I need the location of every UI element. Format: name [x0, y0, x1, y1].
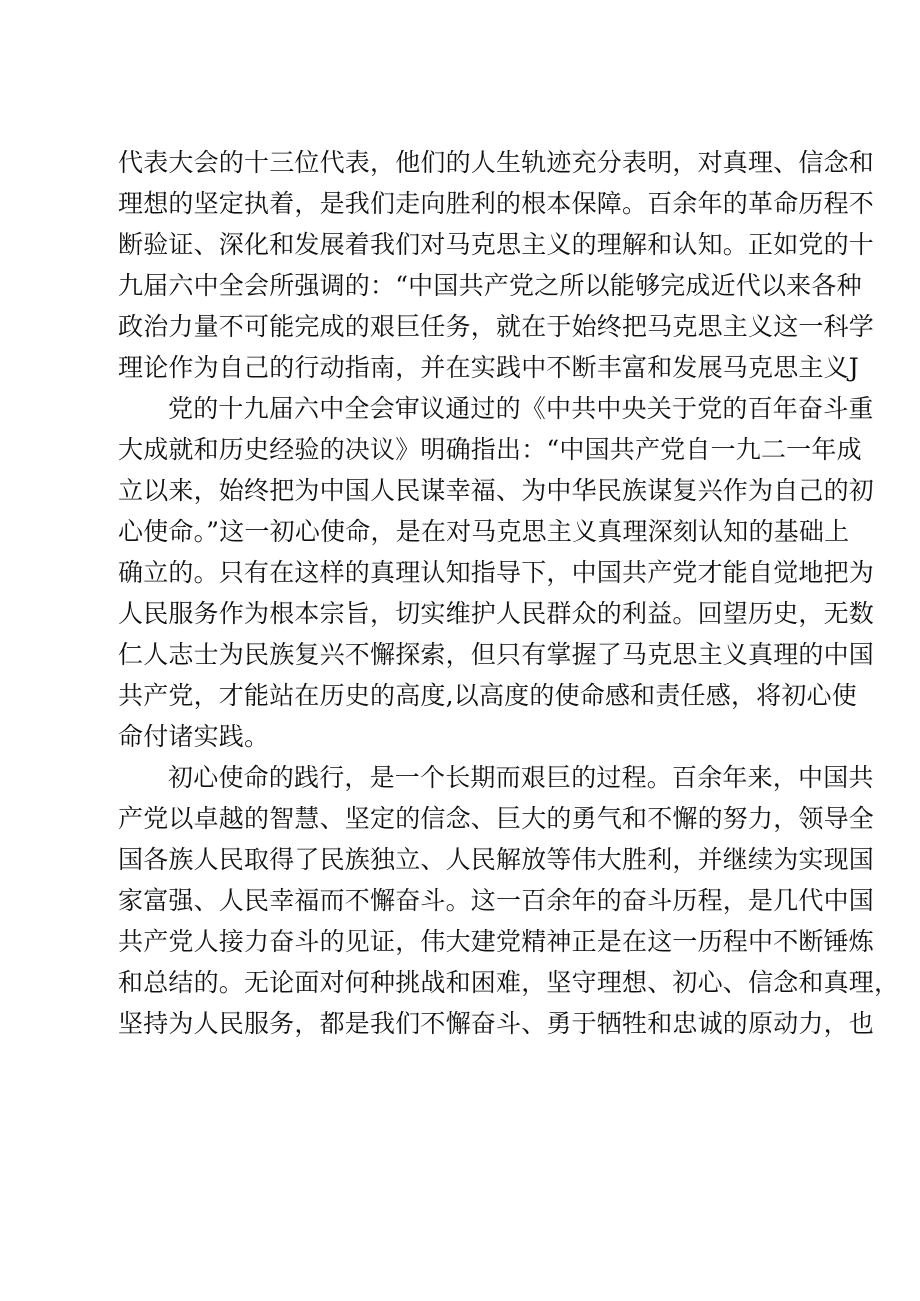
text-line: 政治力量不可能完成的艰巨任务，就在于始终把马克思主义这一科学: [118, 312, 875, 341]
text-line: 坚持为人民服务，都是我们不懈奋斗、勇于牺牲和忠诚的原动力，也: [118, 1009, 875, 1038]
text-line: 代表大会的十三位代表，他们的人生轨迹充分表明，对真理、信念和: [118, 148, 875, 177]
text-line: 立以来，始终把为中国人民谋幸福、为中华民族谋复兴作为自己的初: [118, 476, 875, 505]
text-line: 断验证、深化和发展着我们对马克思主义的理解和认知。正如党的十: [118, 230, 875, 259]
text-line: 家富强、人民幸福而不懈奋斗。这一百余年的奋斗历程，是几代中国: [118, 886, 875, 915]
paragraph-first-line: 党的十九届六中全会审议通过的《中共中央关于党的百年奋斗重: [168, 394, 874, 423]
text-line: 大成就和历史经验的决议》明确指出：“中国共产党自一九二一年成: [118, 435, 862, 464]
text-line: 理想的坚定执着，是我们走向胜利的根本保障。百余年的革命历程不: [118, 189, 875, 218]
text-line: 国各族人民取得了民族独立、人民解放等伟大胜利，并继续为实现国: [118, 845, 875, 874]
body-text: [118, 142, 900, 1044]
paragraph-first-line: 初心使命的践行，是一个长期而艰巨的过程。百余年来，中国共: [168, 763, 874, 792]
text-line: 人民服务作为根本宗旨，切实维护人民群众的利益。回望历史，无数: [118, 599, 875, 628]
text-line: 心使命。”这一初心使命，是在对马克思主义真理深刻认知的基础上: [118, 517, 850, 546]
text-line: 产党以卓越的智慧、坚定的信念、巨大的勇气和不懈的努力，领导全: [118, 804, 875, 833]
text-line: 和总结的。无论面对何种挑战和困难，坚守理想、初心、信念和真理，: [118, 968, 900, 997]
text-line: 九届六中全会所强调的：“中国共产党之所以能够完成近代以来各种: [118, 271, 862, 300]
text-line: 共产党，才能站在历史的高度,以高度的使命感和责任感，将初心使: [118, 681, 857, 710]
text-line: 仁人志士为民族复兴不懈探索，但只有掌握了马克思主义真理的中国: [118, 640, 875, 669]
text-line: 命付诸实践。: [118, 722, 270, 751]
text-line: 共产党人接力奋斗的见证，伟大建党精神正是在这一历程中不断锤炼: [118, 927, 875, 956]
text-line: 确立的。只有在这样的真理认知指导下，中国共产党才能自觉地把为: [118, 558, 875, 587]
text-line: 理论作为自己的行动指南，并在实践中不断丰富和发展马克思主义J: [118, 353, 860, 382]
